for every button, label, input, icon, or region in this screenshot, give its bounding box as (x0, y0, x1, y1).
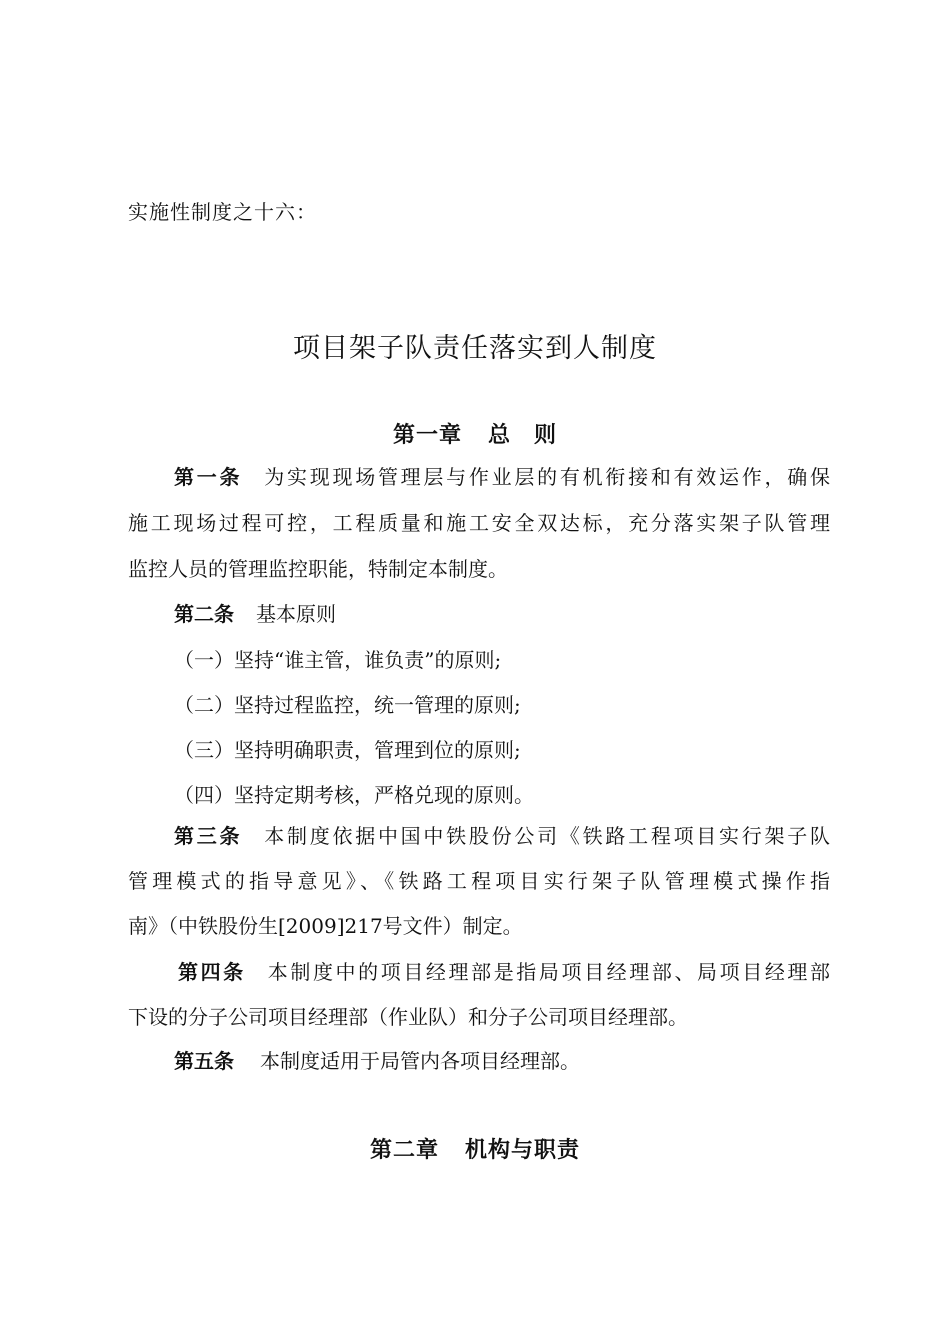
article-1-label: 第一条 (174, 465, 243, 489)
article-1-line-1 (174, 463, 830, 491)
article-3-label: 第三条 (174, 824, 243, 848)
chapter-1-heading (0, 418, 950, 449)
principle-item-1: （一）坚持“谁主管，谁负责”的原则; (174, 648, 502, 672)
article-5-line (174, 1047, 580, 1075)
article-2-line (174, 600, 336, 628)
article-2-label: 第二条 (174, 602, 234, 626)
principle-item-3: （三）坚持明确职责，管理到位的原则; (174, 738, 521, 762)
article-1-line-2: 施工现场过程可控，工程质量和施工安全双达标，充分落实架子队管理 (128, 511, 830, 535)
article-4-line-1 (178, 958, 830, 986)
chapter-2-name: 机构与职责 (465, 1138, 581, 1163)
article-5-text: 本制度适用于局管内各项目经理部。 (260, 1049, 580, 1073)
article-3-line-3: 南》（中铁股份生[2009]217号文件）制定。 (128, 914, 523, 938)
article-1-text-1: 为实现现场管理层与作业层的有机衔接和有效运作，确保 (264, 465, 831, 489)
article-5-label: 第五条 (174, 1049, 234, 1073)
article-1-line-3: 监控人员的管理监控职能，特制定本制度。 (128, 557, 508, 581)
header-note: 实施性制度之十六： (128, 200, 317, 224)
article-3-line-2: 管理模式的指导意见》、《铁路工程项目实行架子队管理模式操作指 (128, 869, 830, 893)
article-4-line-2: 下设的分子公司项目经理部（作业队）和分子公司项目经理部。 (128, 1005, 688, 1029)
chapter-1-number: 第一章 (392, 423, 462, 448)
principle-item-2: （二）坚持过程监控，统一管理的原则; (174, 693, 521, 717)
article-3-line-1 (174, 822, 830, 850)
principle-item-4: （四）坚持定期考核，严格兑现的原则。 (174, 783, 534, 807)
article-4-label: 第四条 (178, 960, 246, 984)
document-title: 项目架子队责任落实到人制度 (293, 333, 657, 364)
article-3-text-1: 本制度依据中国中铁股份公司《铁路工程项目实行架子队 (264, 824, 831, 848)
article-4-text-1: 本制度中的项目经理部是指局项目经理部、局项目经理部 (267, 960, 831, 984)
chapter-2-heading (0, 1133, 950, 1164)
chapter-1-name: 总 则 (488, 423, 558, 448)
chapter-2-number: 第二章 (369, 1138, 439, 1163)
article-2-text: 基本原则 (256, 602, 336, 626)
